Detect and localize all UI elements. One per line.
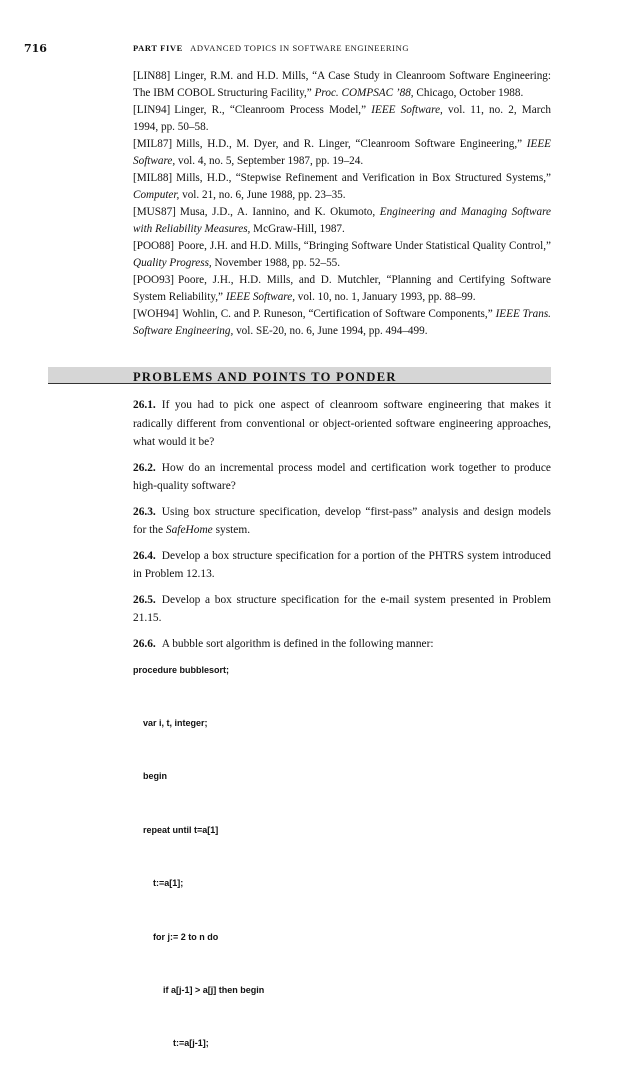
code-line: t:=a[1]; — [133, 878, 184, 889]
problem-number: 26.3. — [133, 505, 156, 518]
part-title: ADVANCED TOPICS IN SOFTWARE ENGINEERING — [190, 43, 410, 53]
problem-number: 26.6. — [133, 637, 156, 650]
reference-code: [WOH94] — [133, 308, 179, 320]
reference-entry — [133, 102, 551, 136]
reference-source: IEEE Software, — [225, 291, 295, 303]
reference-details: November 1988, pp. 52–55. — [211, 257, 341, 269]
reference-text: Mills, H.D., M. Dyer, and R. Linger, “Cleanroom Software Engineering,” — [176, 138, 527, 150]
reference-entry — [133, 306, 551, 340]
reference-source: IEEE Trans. Software Engineering, — [133, 308, 551, 337]
problem-number: 26.5. — [133, 593, 156, 606]
references-list — [133, 68, 551, 340]
reference-text: Wohlin, C. and P. Runeson, “Certification of Software Components,” — [182, 308, 496, 320]
code-line: t:=a[j-1]; — [133, 1038, 209, 1049]
problem-text: If you had to pick one aspect of cleanroom software engineering that makes it radically different from conventional or object-oriented software engineering approaches, what would it be? — [133, 399, 551, 448]
reference-code: [MIL88] — [133, 172, 173, 184]
code-line: procedure bubblesort; — [133, 664, 230, 675]
reference-text: Poore, J.H., H.D. Mills, and D. Mutchler, “Planning and Certifying Software System Reliability,” — [133, 274, 551, 303]
problem-number: 26.1. — [133, 399, 156, 411]
problem-text: Develop a box structure specification for a portion of the PHTRS system introduced in Problem 12.13. — [133, 549, 551, 580]
code-listing — [133, 626, 264, 1071]
problem-number: 26.2. — [133, 461, 156, 474]
reference-details: vol. 21, no. 6, June 1988, pp. 23–35. — [179, 189, 346, 201]
problem-text: A bubble sort algorithm is defined in the following manner: — [161, 637, 434, 650]
reference-details: vol. 11, no. 2, March 1994, pp. 50–58. — [133, 104, 552, 133]
reference-code: [LIN88] — [133, 70, 171, 82]
code-line: var i, t, integer; — [133, 717, 208, 728]
reference-details: McGraw-Hill, 1987. — [250, 223, 345, 235]
problem-item — [133, 591, 551, 628]
reference-code: [POO88] — [133, 240, 175, 252]
reference-code: [MUS87] — [133, 206, 176, 218]
reference-text: Linger, R.M. and H.D. Mills, “A Case Study in Cleanroom Software Engineering: The IBM COBOL Structuring Facility,” — [133, 70, 551, 99]
problem-item — [133, 547, 551, 584]
problems-list — [133, 396, 551, 660]
reference-source: IEEE Software, — [133, 138, 551, 167]
reference-details: vol. 4, no. 5, September 1987, pp. 19–24. — [175, 155, 364, 167]
problem-emphasis: SafeHome — [165, 524, 213, 536]
code-line: repeat until t=a[1] — [133, 824, 219, 835]
reference-entry — [133, 68, 551, 102]
reference-text: Musa, J.D., A. Iannino, and K. Okumoto, — [179, 206, 380, 218]
problem-text-end: system. — [212, 524, 251, 536]
problem-text: Develop a box structure specification for the e-mail system presented in Problem 21.15. — [133, 593, 551, 624]
section-title: PROBLEMS AND POINTS TO PONDER — [133, 370, 397, 384]
problem-item — [133, 396, 551, 452]
reference-details: Chicago, October 1988. — [413, 87, 524, 99]
problem-text: How do an incremental process model and certification work together to produce high-quality software? — [133, 461, 551, 492]
reference-entry — [133, 204, 551, 238]
code-line: if a[j-1] > a[j] then begin — [133, 984, 265, 995]
running-header — [133, 43, 409, 53]
reference-source: Quality Progress, — [133, 257, 212, 269]
code-line: begin — [133, 771, 168, 782]
problem-text: Using box structure specification, develop “first-pass” analysis and design models for the — [133, 505, 551, 536]
reference-source: Proc. COMPSAC ’88, — [314, 87, 414, 99]
reference-code: [POO93] — [133, 274, 175, 286]
reference-entry — [133, 170, 551, 204]
reference-details: vol. 10, no. 1, January 1993, pp. 88–99. — [295, 291, 476, 303]
problem-number: 26.4. — [133, 549, 156, 562]
problem-item — [133, 503, 551, 540]
reference-text: Mills, H.D., “Stepwise Refinement and Verification in Box Structured Systems,” — [176, 172, 551, 184]
reference-source: Engineering and Managing Software with Reliability Measures, — [133, 206, 551, 235]
reference-entry — [133, 272, 551, 306]
reference-source: Computer, — [133, 189, 180, 201]
reference-details: vol. SE-20, no. 6, June 1994, pp. 494–499. — [233, 325, 428, 337]
page-number: 716 — [24, 42, 47, 55]
reference-code: [LIN94] — [133, 104, 171, 116]
problem-item — [133, 459, 551, 496]
reference-entry — [133, 136, 551, 170]
reference-entry — [133, 238, 551, 272]
code-line: for j:= 2 to n do — [133, 931, 219, 942]
reference-source: IEEE Software, — [371, 104, 443, 116]
part-label: PART FIVE — [133, 43, 183, 53]
reference-text: Linger, R., “Cleanroom Process Model,” — [174, 104, 372, 116]
reference-code: [MIL87] — [133, 138, 173, 150]
reference-text: Poore, J.H. and H.D. Mills, “Bringing Software Under Statistical Quality Control,” — [178, 240, 551, 252]
